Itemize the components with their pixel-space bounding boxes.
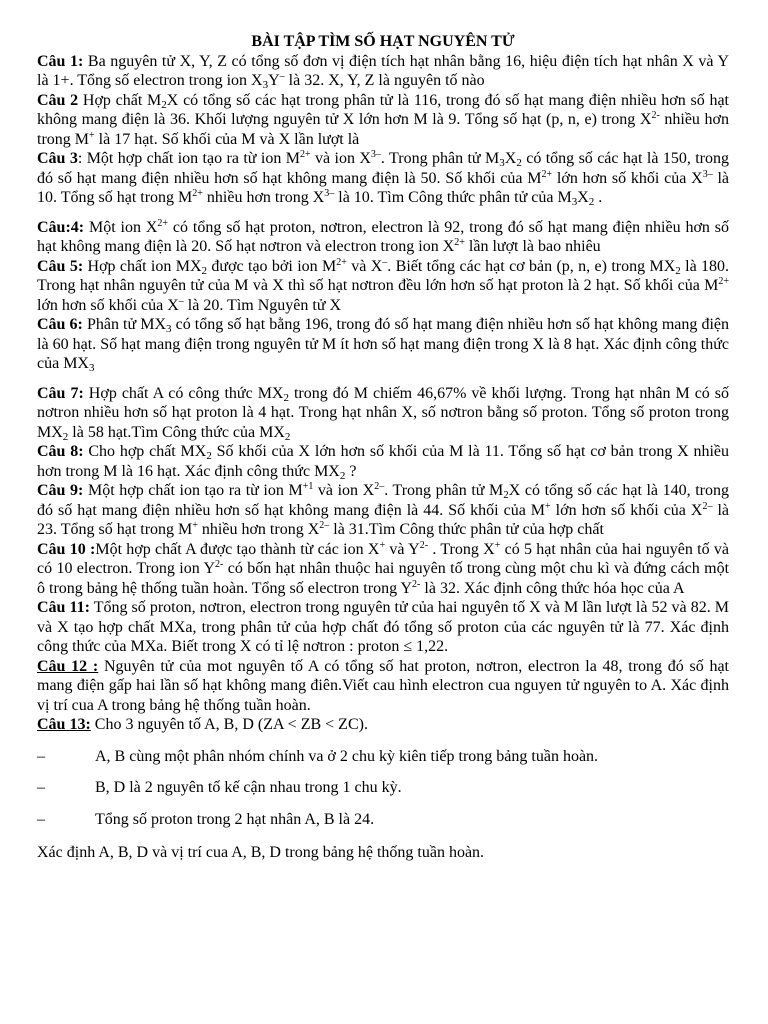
- question-label: Câu 11:: [37, 599, 90, 616]
- dash-bullet: –: [37, 779, 45, 796]
- question-label: Câu 5:: [37, 257, 84, 275]
- question-13: Câu 13: Cho 3 nguyên tố A, B, D (ZA < ZB < ZC).: [37, 716, 368, 733]
- question-label: Câu:4:: [37, 218, 85, 236]
- worksheet-page: [37, 32, 729, 863]
- question-4: Câu:4: Một ion $X^{2+}$ có tổng số hạt proton, nơtron, electron là 92, trong đó số hạt mang điện nhiều hơn số hạt không mang điện là 20. Số hạt nơtron và electron trong ion $X^{2+}$ lần lượt là bao nhiêu: [37, 217, 730, 255]
- question-11: Câu 11: Tổng số proton, nơtron, electron trong nguyên tử của hai nguyên tố X và M lần lượt là 52 và 82. M và X tạo hợp chất MXa, trong phân tử của hợp chất đó tổng số proton của các nguyên tử là 77. Xác định công thức của MXa. Biết trong X có tỉ lệ nơtron : proton ≤ 1,22.: [37, 599, 729, 655]
- question-label: Câu 8:: [37, 443, 84, 460]
- dash-bullet: –: [37, 810, 45, 828]
- question-label: Câu 7:: [37, 384, 84, 402]
- condition-item: – B, D là 2 nguyên tố kế cận nhau trong 1 chu kỳ.: [37, 779, 402, 796]
- question-label: Câu 13:: [37, 716, 91, 733]
- question-label: Câu 3: [37, 150, 78, 167]
- question-label: Câu 10 :: [37, 540, 96, 558]
- question-8: Câu 8: Cho hợp chất $MX_2$ Số khối của X lớn hơn số khối của M là 11. Tổng số hạt cơ bản trong X nhiều hơn trong M là 16 hạt. Xác định công thức $MX_2$ ?: [37, 443, 730, 482]
- question-label: Câu 6:: [37, 316, 83, 333]
- question-7: Câu 7: Hợp chất A có công thức $MX_2$ trong đó M chiếm 46,67% về khối lượng. Trong hạt nhân M có số nơtron nhiều hơn số hạt proton là 4 hạt. Trong hạt nhân X, số nơtron bằng số proton. Tổng số proton trong $MX_2$ là 58 hạt.Tìm Công thức của $MX_2$: [37, 384, 730, 443]
- final-instruction: Xác định A, B, D và vị trí cua A, B, D trong bảng hệ thống tuần hoàn.: [37, 844, 485, 861]
- question-label: Câu 2: [37, 91, 79, 109]
- question-1: Câu 1: Ba nguyên tử X, Y, Z có tổng số đơn vị điện tích hạt nhân bằng 16, hiệu điện tích hạt nhân X và Y là 1+. Tổng số electron trong ion $X_3Y^-$ là 32. X, Y, Z là nguyên tố nào: [37, 52, 730, 91]
- question-12: Câu 12 : Nguyên tử của mot nguyên tố A có tổng số hat proton, nơtron, electron la 48, trong đó số hạt mang điện gấp hai lần số hạt không mang điên.Viết cau hình electron cua nguyen tử nguyên to A. Xác định vị trí cua A trong bảng hệ thống tuần hoàn.: [37, 657, 730, 714]
- question-label: Câu 1:: [37, 52, 84, 70]
- condition-item: – Tổng số proton trong 2 hạt nhân A, B là 24.: [37, 810, 375, 828]
- question-9: Câu 9: Một hợp chất ion tạo ra từ ion $M^{+1}$ và ion $X^{2-}$. Trong phân tử $M_2X$ có tổng số các hạt là 140, trong đó số hạt mang điện nhiều hơn số hạt không mang điện là 44. Số khối của M+ lớn hơn số khối của $X^{2-}$ là 23. Tổng số hạt trong M+ nhiều hơn trong $X^{2-}$ là 31.Tìm Công thức phân tử của hợp chất: [37, 481, 730, 538]
- question-2: Câu 2 Hợp chất $M_2X$ có tổng số các hạt trong phân tử là 116, trong đó số hạt mang điện nhiều hơn số hạt không mang điện là 36. Khối lượng nguyên tử X lớn hơn M là 9. Tổng số hạt (p, n, e) trong $X^{2-}$ nhiều hơn trong M+ là 17 hạt. Số khối của M và X lần lượt là: [37, 91, 730, 148]
- page-title: BÀI TẬP TÌM SỐ HẠT NGUYÊN TỬ: [251, 33, 515, 50]
- condition-item: – A, B cùng một phân nhóm chính va ở 2 chu kỳ kiên tiếp trong bảng tuần hoàn.: [37, 747, 599, 765]
- question-3: Câu 3: Một hợp chất ion tạo ra từ ion $M^{2+}$ và ion $X^{3-}$. Trong phân tử $M_3X_2$ có tổng số các hạt là 150, trong đó số hạt mang điện nhiều hơn số hạt không mang điện là 50. Số khối của $M^{2+}$ lớn hơn số khối của $X^{3-}$ là 10. Tổng số hạt trong $M^{2+}$ nhiều hơn trong $X^{3-}$ là 10. Tìm Công thức phân tử của $M_3X_2$ .: [37, 149, 730, 208]
- dash-bullet: –: [37, 747, 45, 765]
- question-10: Câu 10 :Một hợp chất A được tạo thành từ các ion X+ và $Y^{2-}$ . Trong X+ có 5 hạt nhân của hai nguyên tố và có 10 electron. Trong ion $Y^{2-}$ có bốn hạt nhân thuộc hai nguyên tố trong cùng một chu kì và đứng cách một ô trong bảng hệ thống tuần hoàn. Tổng số electron trong $Y^{2-}$ là 32. Xác định công thức hóa học của A: [37, 539, 730, 597]
- question-5: Câu 5: Hợp chất ion $MX_2$ được tạo bởi ion $M^{2+}$ và X–. Biết tổng các hạt cơ bản (p, n, e) trong $MX_2$ là 180. Trong hạt nhân nguyên tử của M và X thì số hạt nơtron đều lớn hơn số hạt proton là 2 hạt. Số khối của $M^{2+}$ lớn hơn số khối của X– là 20. Tìm Nguyên tử X: [37, 256, 730, 314]
- question-label: Câu 9:: [37, 482, 84, 499]
- question-label: Câu 12 :: [37, 657, 99, 675]
- question-6: Câu 6: Phân tử $MX_3$ có tổng số hạt bằng 196, trong đó số hạt mang điện nhiều hơn số hạt không mang điện là 60 hạt. Số hạt mang điện trong nguyên tử M ít hơn số hạt mang điện trong X là 8 hạt. Xác định công thức của $MX_3$: [37, 316, 730, 374]
